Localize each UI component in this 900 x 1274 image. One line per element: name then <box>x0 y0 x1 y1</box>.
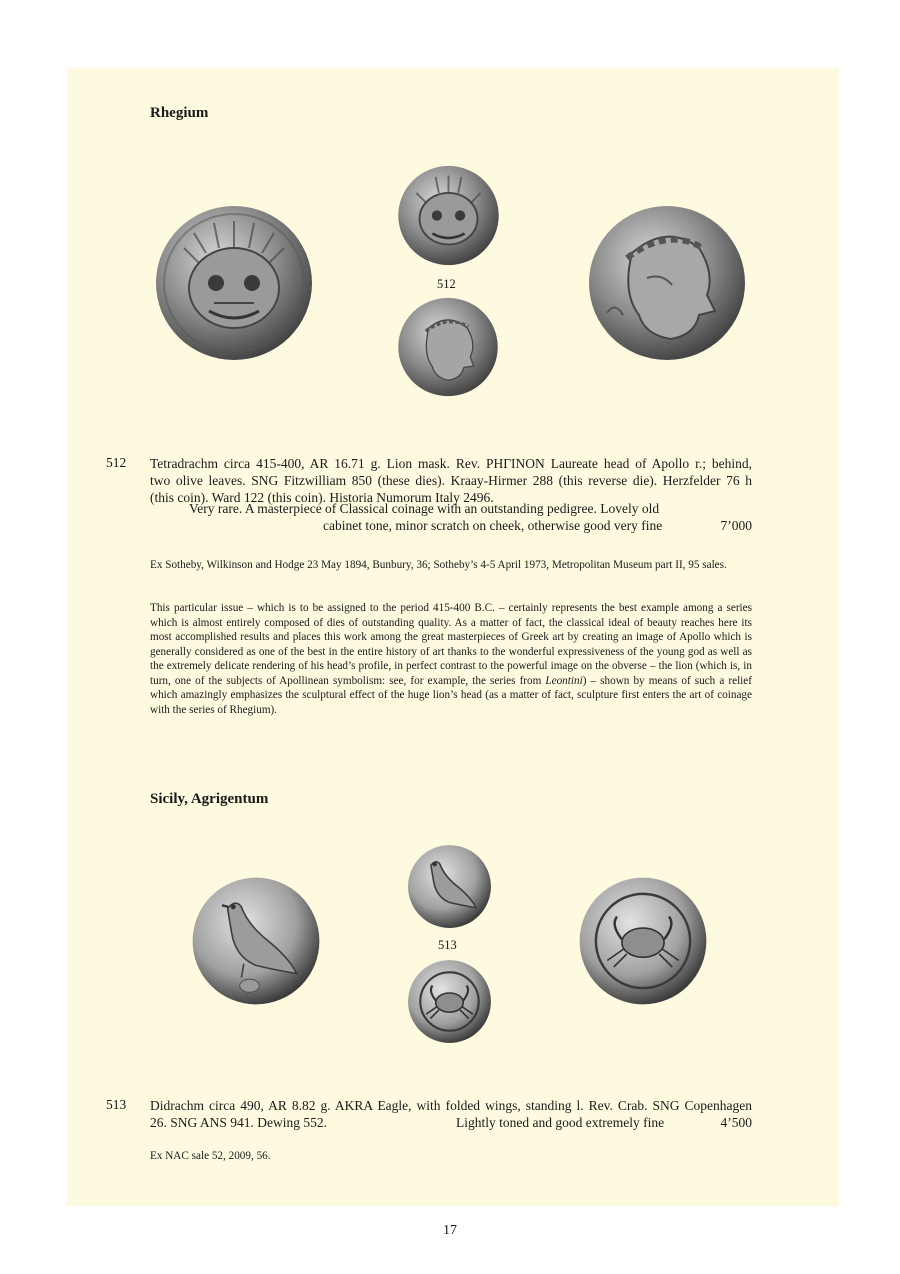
provenance-512: Ex Sotheby, Wilkinson and Hodge 23 May 1894, Bunbury, 36; Sotheby’s 4-5 April 1973, Metropolitan Museum part II, 95 sales. <box>150 559 727 571</box>
lot-description-512 <box>150 455 752 506</box>
lot-description-513-line-1: Didrachm circa 490, AR 8.82 g. AKRA Eagle, with folded wings, standing l. Rev. Crab. SNG Copenhagen <box>150 1098 752 1113</box>
section-heading-rhegium: Rhegium <box>150 105 209 121</box>
note-text-continued: ) – shown by means of such a relief which amazingly emphasizes the sculptural effect of the huge lion’s head (as a matter of fact, sculpture first enters the art of coinage with the series of Rhegium). <box>150 674 752 716</box>
eagle-coin-large <box>191 876 321 1006</box>
coin-caption-512: 512 <box>437 277 456 291</box>
grade-line-513: Lightly toned and good extremely fine <box>456 1115 665 1130</box>
description-line-2: two olive leaves. SNG Fitzwilliam 850 (these dies). Kraay-Hirmer 288 (this reverse die). Herzfelder 76 h <box>150 473 752 488</box>
estimate-513: 4’500 <box>720 1115 752 1130</box>
provenance-513: Ex NAC sale 52, 2009, 56. <box>150 1150 271 1162</box>
crab-coin-large <box>578 876 708 1006</box>
coin-caption-513: 513 <box>438 938 457 952</box>
description-line-3: (this coin). Ward 122 (this coin). Historia Numorum Italy 2496. <box>150 490 494 505</box>
section-heading-agrigentum: Sicily, Agrigentum <box>150 791 269 807</box>
page-number: 17 <box>443 1223 457 1238</box>
crab-coin-small <box>407 959 492 1044</box>
grade-line-512: cabinet tone, minor scratch on cheek, otherwise good very fine <box>323 518 663 533</box>
rarity-line-512: Very rare. A masterpiece of Classical coinage with an outstanding pedigree. Lovely old <box>189 501 660 516</box>
lot-description-513-line-2: 26. SNG ANS 941. Dewing 552. <box>150 1115 328 1130</box>
lot-number-513: 513 <box>106 1097 127 1112</box>
note-italic-term: Leontini <box>545 674 583 687</box>
estimate-512: 7’000 <box>720 518 752 533</box>
lion-mask-coin-large <box>154 203 314 363</box>
eagle-coin-small <box>407 844 492 929</box>
apollo-head-coin-small <box>396 296 500 398</box>
note-text: This particular issue – which is to be assigned to the period 415-400 B.C. – certainly represents the best example among a series which is almost entirely composed of dies of outstanding quality. As a matter of fact, the classical ideal of beauty reaches here its most accomplished results and places this work among the great masterpieces of Greek art by creating an image of Apollo which is generally considered as one of the best in the entire history of art thanks to the wonderful expressiveness of the young god as well as the extremely delicate rendering of his head’s profile, in perfect contrast to the powerful image on the obverse – the lion (which is, in turn, one of the subjects of Apollinean symbolism: see, for example, the series from <box>150 602 752 687</box>
lion-mask-coin-small <box>397 164 500 267</box>
apollo-head-coin-large <box>586 203 748 363</box>
lot-number-512: 512 <box>106 455 127 470</box>
description-line-1: Tetradrachm circa 415-400, AR 16.71 g. Lion mask. Rev. ΡΗΓΙΝΟΝ Laureate head of Apollo r.; behind, <box>150 456 752 471</box>
historical-note-512 <box>150 601 752 717</box>
